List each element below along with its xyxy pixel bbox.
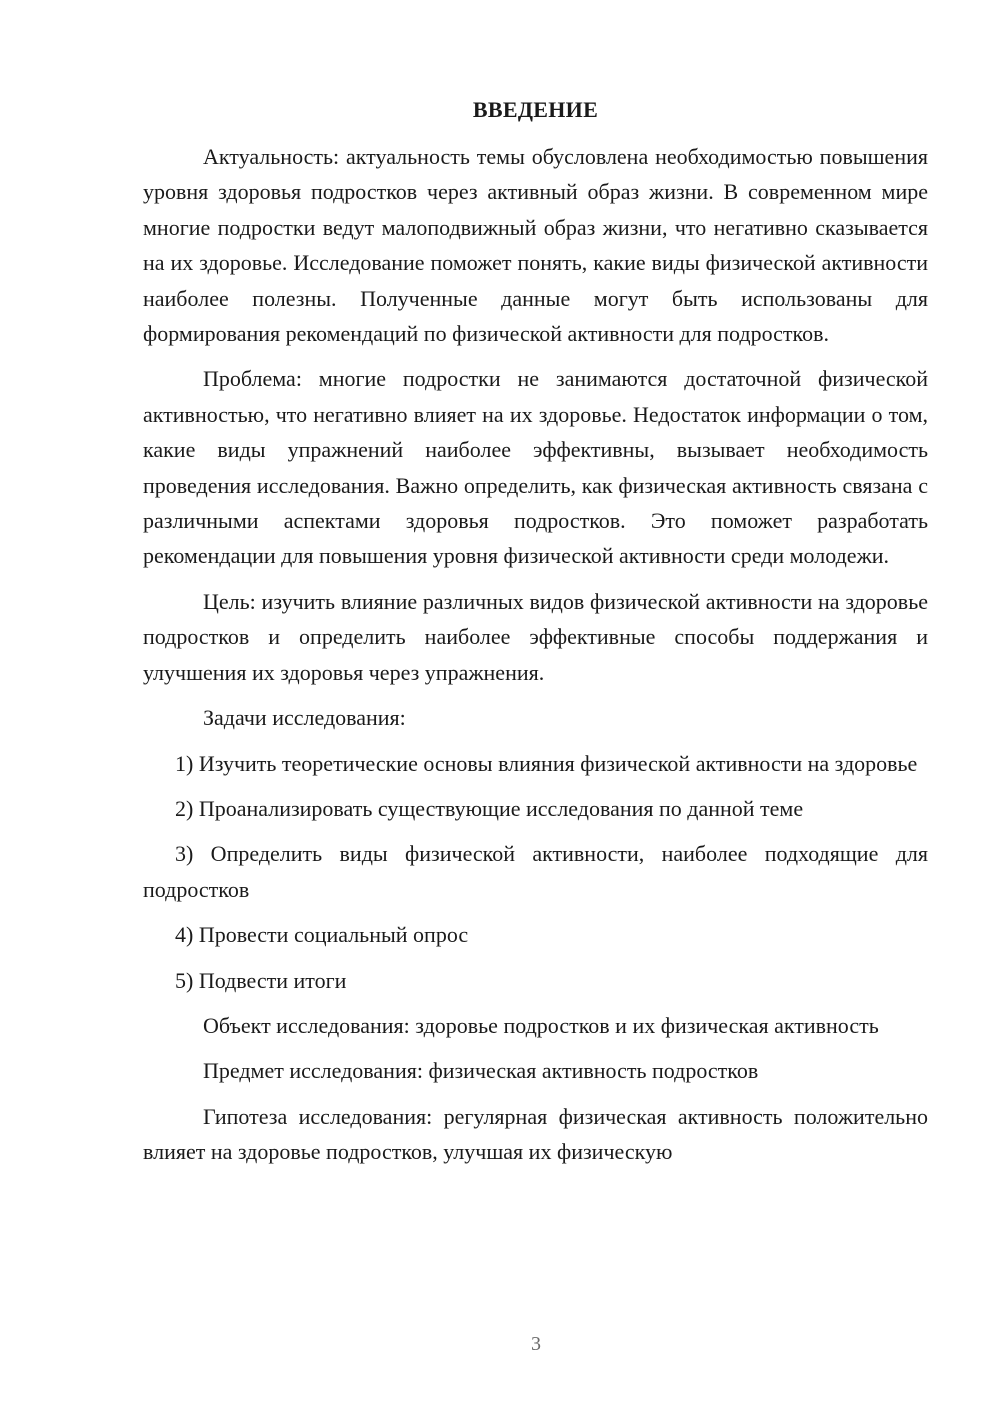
paragraph-object: Объект исследования: здоровье подростков и их физическая активность — [203, 1012, 879, 1038]
task-item-3: 3) Определить виды физической активности, наиболее подходящие для подростков — [143, 841, 928, 902]
task-item-2: 2) Проанализировать существующие исследования по данной теме — [175, 795, 804, 821]
section-heading: ВВЕДЕНИЕ — [472, 97, 599, 122]
paragraph-hypothesis: Гипотеза исследования: регулярная физическая активность положительно влияет на здоровье подростков, улучшая их физическую — [143, 1103, 928, 1165]
tasks-title: Задачи исследования: — [203, 705, 406, 731]
paragraph-goal: Цель: изучить влияние различных видов физической активности на здоровье подростков и определить наиболее эффективные способы поддержания и улучшения их здоровья через упражнения. — [143, 588, 928, 685]
tasks-list — [143, 746, 928, 998]
task-item-5: 5) Подвести итоги — [175, 967, 347, 993]
paragraph-subject: Предмет исследования: физическая активность подростков — [203, 1058, 759, 1084]
page-number: 3 — [531, 1333, 541, 1355]
page-content — [143, 94, 928, 1180]
task-item-1: 1) Изучить теоретические основы влияния физической активности на здоровье — [175, 750, 918, 776]
paragraph-relevance: Актуальность: актуальность темы обусловлена необходимостью повышения уровня здоровья подростков через активный образ жизни. В современном мире многие подростки ведут малоподвижный образ жизни, что негативно сказывается на их здоровье. Исследование поможет понять, какие виды физической активности наиболее полезны. Полученные данные могут быть использованы для формирования рекомендаций по физической активности для подростков. — [143, 144, 928, 347]
task-item-4: 4) Провести социальный опрос — [175, 922, 469, 948]
paragraph-problem: Проблема: многие подростки не занимаются достаточной физической активностью, что негативно влияет на их здоровье. Недостаток информации о том, какие виды упражнений наиболее эффективны, вызывает необходимость проведения исследования. Важно определить, как физическая активность связана с различными аспектами здоровья подростков. Это поможет разработать рекомендации для повышения уровня физической активности среди молодежи. — [143, 366, 928, 569]
